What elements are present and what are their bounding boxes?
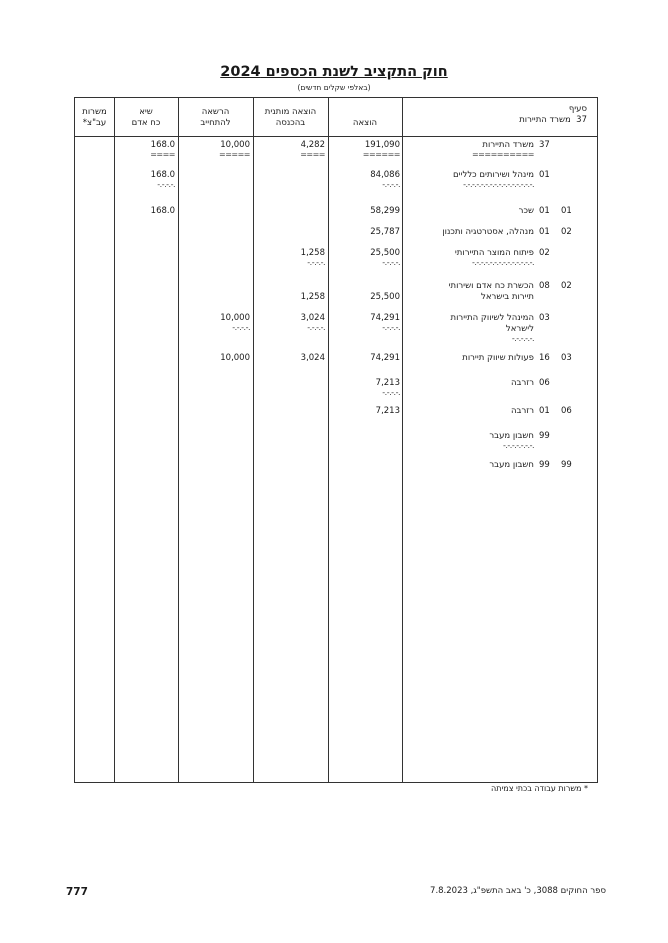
row-name-underline: ==========: [471, 150, 534, 159]
row-code: 99: [539, 431, 550, 441]
cell-expense: 74,291: [370, 353, 400, 363]
header-conditional-expense: הוצאה מותנית בהכנסה: [264, 107, 317, 128]
row-subcode: 01: [561, 206, 572, 216]
column-divider: [178, 98, 179, 782]
cell-manpower: 168.0: [150, 170, 175, 180]
row-name: מנהלה, אסטרטגיה ותכנון: [442, 227, 534, 237]
header-section: סעיף 37 משרד התיירות: [519, 104, 587, 125]
cell-manpower: 168.0: [150, 206, 175, 216]
row-subcode: 02: [561, 281, 572, 291]
header-manpower: שיא כח אדם: [131, 107, 161, 128]
cell-conditional: 3,024: [300, 353, 325, 363]
row-code: 01: [539, 206, 550, 216]
page-number: 777: [66, 886, 88, 898]
row-code: 06: [539, 378, 550, 388]
cell-commitment-underline: =====: [218, 150, 250, 159]
cell-conditional-underline: -.-.-.-.: [307, 323, 325, 332]
cell-conditional: 3,024: [300, 313, 325, 323]
row-name: פעולות שיווק תיירות: [462, 353, 534, 363]
row-name-continued: תיירות בישראל: [481, 292, 534, 302]
publication-reference: ספר החוקים 3088, כ' באב התשפ"ג, 7.8.2023: [430, 886, 606, 896]
row-code: 02: [539, 248, 550, 258]
cell-expense: 191,090: [364, 140, 400, 150]
row-code: 37: [539, 140, 550, 150]
row-code: 99: [539, 460, 550, 470]
cell-commitment: 10,000: [220, 140, 250, 150]
cell-expense: 84,086: [370, 170, 400, 180]
cell-expense-underline: -.-.-.-.: [382, 388, 400, 397]
cell-expense-underline: -.-.-.-.: [382, 180, 400, 189]
row-code: 01: [539, 170, 550, 180]
row-name: פיתוח המוצר התיירותי: [454, 248, 534, 258]
cell-conditional-underline: -.-.-.-.: [307, 258, 325, 267]
row-name: חשבון מעבר: [489, 431, 534, 441]
page-subtitle: (באלפי שקלים חדשים): [297, 83, 371, 92]
cell-conditional: 4,282: [300, 140, 325, 150]
row-name: שכר: [518, 206, 534, 216]
cell-expense: 25,500: [370, 248, 400, 258]
row-subcode: 99: [561, 460, 572, 470]
cell-commitment: 10,000: [220, 353, 250, 363]
footnote: * משרות עבודה בכתי צמיתה: [491, 784, 588, 793]
row-name-underline: -.-.-.-.-.: [511, 334, 534, 343]
row-subcode: 06: [561, 406, 572, 416]
cell-conditional: 1,258: [300, 292, 325, 302]
row-name: חשבון מעבר: [489, 460, 534, 470]
row-name: מינהל ושירותים כלליים: [453, 170, 534, 180]
column-divider: [328, 98, 329, 782]
cell-expense: 58,299: [370, 206, 400, 216]
row-code: 16: [539, 353, 550, 363]
row-code: 01: [539, 227, 550, 237]
header-commitment: הרשאה להתחייב: [200, 107, 231, 128]
row-code: 01: [539, 406, 550, 416]
row-code: 03: [539, 313, 550, 323]
cell-manpower-underline: -.-.-.-.: [157, 180, 175, 189]
row-name: רזרבה: [510, 406, 534, 416]
header-laborers: משרות עב"צ*: [82, 107, 107, 128]
cell-expense: 7,213: [375, 406, 400, 416]
cell-manpower-underline: ====: [150, 150, 175, 159]
cell-commitment-underline: -.-.-.-.: [232, 323, 250, 332]
cell-expense-underline: -.-.-.-.: [382, 323, 400, 332]
cell-expense: 25,500: [370, 292, 400, 302]
row-subcode: 02: [561, 227, 572, 237]
cell-conditional-underline: ====: [300, 150, 325, 159]
header-divider: [75, 136, 597, 137]
row-name-continued: לישראל: [505, 324, 534, 334]
row-code: 08: [539, 281, 550, 291]
cell-manpower: 168.0: [150, 140, 175, 150]
column-divider: [114, 98, 115, 782]
row-name: משרד התיירות: [482, 140, 534, 150]
column-divider: [253, 98, 254, 782]
cell-expense-underline: -.-.-.-.: [382, 258, 400, 267]
cell-expense: 7,213: [375, 378, 400, 388]
cell-commitment: 10,000: [220, 313, 250, 323]
cell-expense: 25,787: [370, 227, 400, 237]
cell-conditional: 1,258: [300, 248, 325, 258]
row-name: הכשרת כח אדם ושירותי: [448, 281, 534, 291]
row-name: רזרבה: [510, 378, 534, 388]
cell-expense-underline: ======: [362, 150, 400, 159]
page-title: חוק התקציב לשנת הכספים 2024: [220, 64, 448, 80]
header-expense: הוצאה: [352, 118, 378, 128]
row-name: המינהל לשיווק התיירות: [450, 313, 534, 323]
column-divider: [402, 98, 403, 782]
row-name-underline: -.-.-.-.-.-.-.: [502, 441, 534, 450]
row-name-underline: -.-.-.-.-.-.-.-.-.-.-.-.-.-.: [471, 258, 534, 267]
row-name-underline: -.-.-.-.-.-.-.-.-.-.-.-.-.-.-.-.: [463, 180, 534, 189]
cell-expense: 74,291: [370, 313, 400, 323]
row-subcode: 03: [561, 353, 572, 363]
